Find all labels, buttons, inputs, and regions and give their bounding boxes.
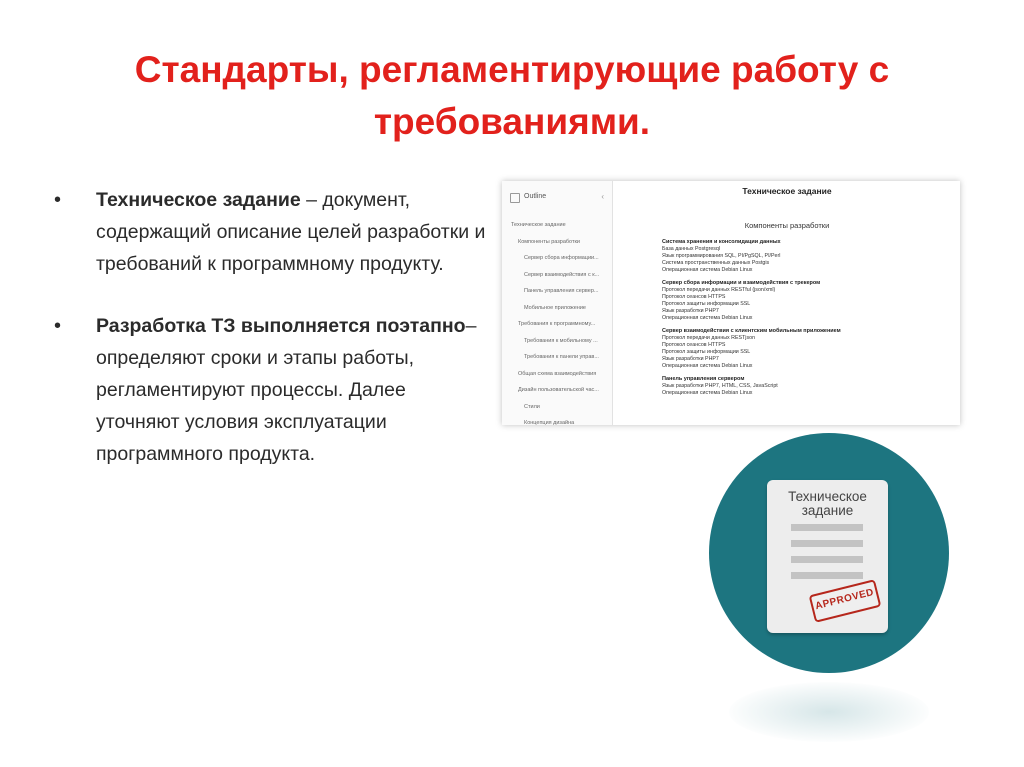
bullet-item-tz-stages bbox=[52, 310, 492, 470]
section-line: Операционная система Debian Linux bbox=[662, 315, 753, 321]
document-section bbox=[662, 239, 942, 274]
slide-title bbox=[60, 44, 964, 148]
document-section bbox=[662, 376, 942, 397]
outline-item[interactable]: Дизайн пользовательской час... bbox=[518, 387, 599, 393]
outline-item[interactable]: Требования к программному... bbox=[518, 321, 596, 327]
section-line: Протокол передачи данных RESTful (json/xml) bbox=[662, 287, 776, 293]
bullet-marker: • bbox=[54, 189, 62, 211]
section-line: Язык программирования SQL, PI/PgSQL, PI/Perl bbox=[662, 253, 781, 259]
section-heading: Панель управления сервером bbox=[662, 376, 745, 382]
paper-line bbox=[791, 556, 863, 563]
document-subtitle: Компоненты разработки bbox=[744, 221, 830, 230]
bullet-item-tz-definition bbox=[52, 184, 492, 280]
bullet-bold-text: Разработка ТЗ выполняется поэтапно bbox=[96, 315, 466, 337]
section-line: Протокол сеансов HTTPS bbox=[662, 342, 726, 348]
outline-item[interactable]: Требования к панели управ... bbox=[524, 354, 599, 360]
paper-line bbox=[791, 540, 863, 547]
section-line: Протокол сеансов HTTPS bbox=[662, 294, 726, 300]
outline-list bbox=[502, 217, 612, 425]
slide-title-line-2: требованиями. bbox=[373, 101, 651, 142]
outline-label: Outline bbox=[524, 193, 547, 200]
outline-icon bbox=[510, 193, 520, 203]
document-title: Техническое задание bbox=[742, 186, 832, 196]
outline-item[interactable]: Компоненты разработки bbox=[518, 238, 580, 245]
icon-reflection bbox=[729, 682, 929, 742]
paper-title: Техническое задание bbox=[788, 489, 867, 518]
outline-item[interactable]: Панель управления сервер... bbox=[524, 288, 599, 294]
section-line: Операционная система Debian Linux bbox=[662, 390, 753, 396]
outline-item[interactable]: Общая схема взаимодействия bbox=[518, 370, 597, 377]
section-heading: Система хранения и консолидации данных bbox=[662, 239, 781, 245]
outline-collapse-icon: ‹ bbox=[601, 192, 604, 201]
outline-header bbox=[510, 191, 606, 205]
section-line: Протокол защиты информации SSL bbox=[662, 301, 751, 307]
document-preview-image bbox=[502, 181, 960, 425]
section-line: Язык разработки PHP7 bbox=[662, 356, 719, 362]
document-body bbox=[620, 181, 954, 425]
document-outline-panel bbox=[502, 181, 613, 425]
section-line: Протокол защиты информации SSL bbox=[662, 349, 751, 355]
bullet-text: – определяют сроки и этапы работы, регламентируют процессы. Далее уточняют условия эксплуатации программного продукта. bbox=[96, 315, 477, 465]
tech-spec-paper-icon bbox=[767, 480, 888, 633]
slide-title-line-1: Стандарты, регламентирующие работу с bbox=[134, 49, 890, 90]
outline-item[interactable]: Мобильное приложение bbox=[524, 304, 586, 311]
section-line: Операционная система Debian Linux bbox=[662, 363, 753, 369]
outline-item[interactable]: Техническое задание bbox=[511, 222, 566, 228]
section-line: Язык разработки PHP7 bbox=[662, 308, 719, 314]
outline-item[interactable]: Концепция дизайна bbox=[524, 420, 575, 425]
outline-item[interactable]: Сервер сбора информации... bbox=[524, 255, 599, 261]
bullet-list bbox=[52, 184, 492, 500]
section-line: Язык разработки PHP7, HTML, CSS, JavaScript bbox=[662, 383, 778, 389]
bullet-bold-text: Техническое задание bbox=[96, 189, 301, 211]
document-section bbox=[662, 328, 942, 370]
section-line: Система пространственных данных Postgis bbox=[662, 260, 770, 266]
section-heading: Сервер взаимодействия с клиентским мобильным приложением bbox=[662, 328, 841, 334]
paper-line bbox=[791, 524, 863, 531]
outline-item[interactable]: Требования к мобильному ... bbox=[524, 337, 598, 344]
section-heading: Сервер сбора информации и взаимодействия с трекером bbox=[662, 280, 821, 286]
outline-item[interactable]: Сервер взаимодействия с к... bbox=[524, 271, 600, 278]
paper-line bbox=[791, 572, 863, 579]
section-line: База данных Postgresql bbox=[662, 246, 721, 252]
bullet-marker: • bbox=[54, 315, 62, 337]
section-line: Протокол передачи данных RESTjson bbox=[662, 335, 756, 341]
bullet-text: – документ, содержащий описание целей разработки и требований к программному продукту. bbox=[96, 189, 486, 275]
approved-stamp-icon: APPROVED bbox=[809, 579, 882, 623]
document-sections bbox=[662, 239, 942, 403]
section-line: Операционная система Debian Linux bbox=[662, 267, 753, 273]
outline-item[interactable]: Стили bbox=[524, 403, 540, 410]
document-section bbox=[662, 280, 942, 322]
